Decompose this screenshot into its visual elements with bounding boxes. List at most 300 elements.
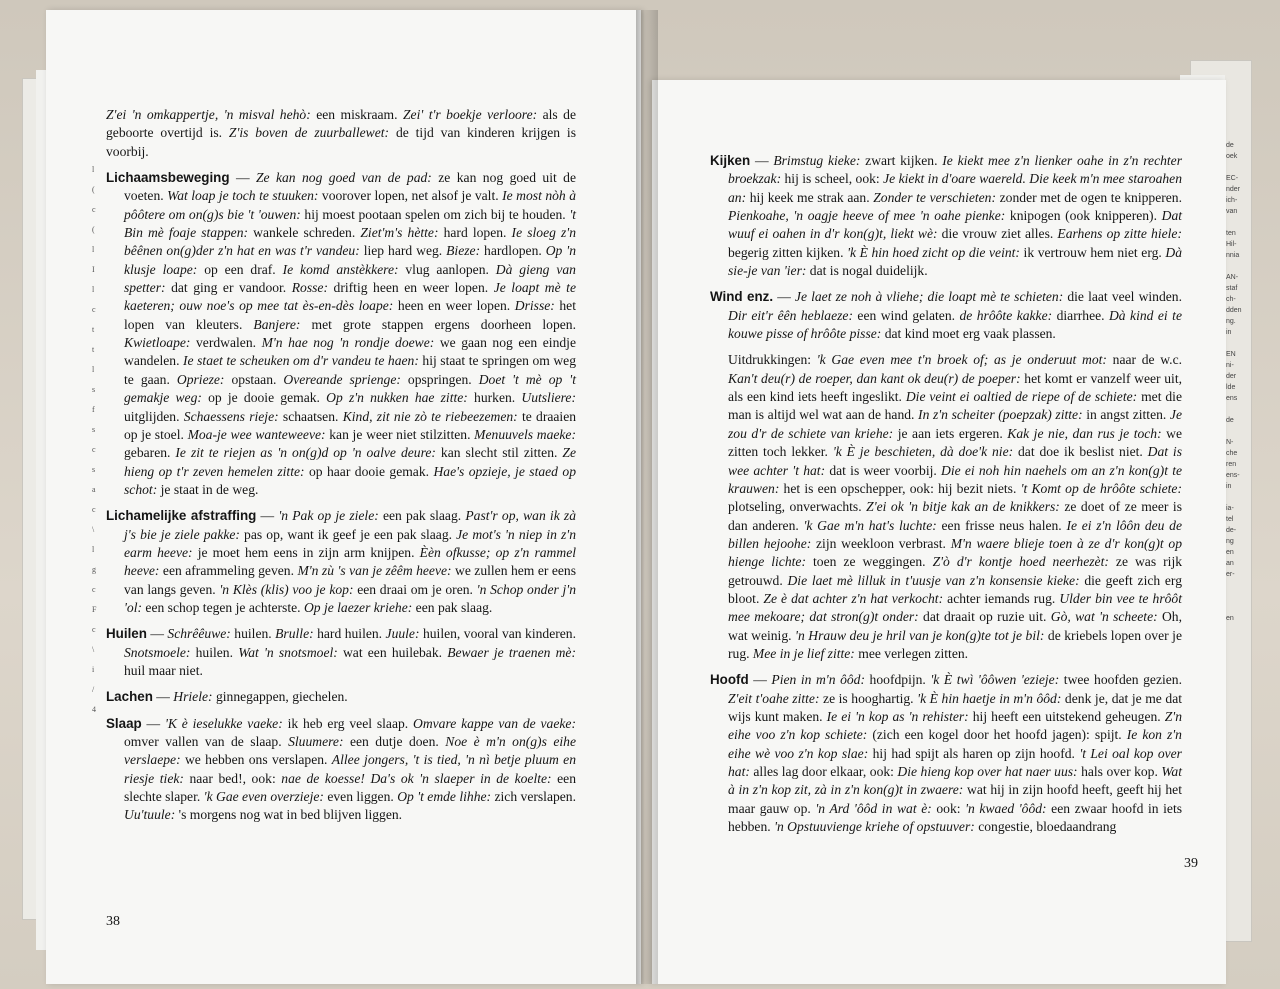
- translation-text: opspringen.: [400, 371, 479, 387]
- entry-paragraph: [106, 106, 576, 161]
- translation-text: zijn weekloon verbrast.: [811, 535, 951, 551]
- dictionary-entry: [710, 671, 1182, 836]
- dialect-phrase: Ie ei 'n kop as 'n rehister:: [826, 708, 969, 724]
- dialect-phrase: Bieze:: [446, 243, 481, 259]
- translation-text: zich verslapen.: [491, 789, 577, 805]
- translation-text: een pak slaag.: [378, 508, 466, 524]
- translation-text: huil maar niet.: [124, 662, 203, 678]
- translation-text: —: [152, 689, 174, 705]
- right-page-text: [710, 152, 1182, 844]
- translation-text: hoofdpijn.: [865, 672, 931, 688]
- translation-text: Oh, wat weinig.: [728, 609, 1182, 643]
- entry-paragraph: [106, 507, 576, 617]
- dialect-phrase: Ie kon z'n eihe wè voo z'n kop slae:: [728, 727, 1182, 761]
- dialect-phrase: Allee jongers, 't is tied, 'n nì betje pluum en riesje tiek:: [124, 752, 576, 786]
- translation-text: mee verlegen zitten.: [854, 645, 969, 661]
- dialect-phrase: Hae's opzieje, je staed op schot:: [124, 463, 576, 497]
- dialect-phrase: nae de koesse! Da's ok 'n slaeper in de koelte:: [281, 770, 552, 786]
- dialect-phrase: Zonder te verschieten:: [873, 189, 997, 205]
- dialect-phrase: Ulder bin vee te hrôôt mee mekoare; dat stron(g)t onder:: [728, 590, 1182, 625]
- edge-fragment: s: [92, 465, 96, 474]
- edge-fragment: (: [92, 225, 95, 234]
- translation-text: ze kan nog goed uit de voeten.: [124, 170, 576, 204]
- edge-fragment: van: [1226, 208, 1238, 215]
- edge-fragment: [1226, 338, 1246, 349]
- dialect-phrase: Ze è dat achter z'n hat verkocht:: [763, 590, 944, 606]
- dictionary-entry: [106, 507, 576, 617]
- entry-paragraph: [710, 671, 1182, 836]
- translation-text: —: [256, 508, 279, 524]
- dialect-phrase: 'k Gae even overzieje:: [203, 789, 324, 805]
- dialect-phrase: Wat 'n snotsmoel:: [238, 644, 338, 660]
- dialect-phrase: Op 'n klusje loape:: [124, 243, 576, 277]
- translation-text: we zullen hem er eens van langs geven.: [124, 563, 576, 597]
- translation-text: dat kind moet erg vaak plassen.: [881, 326, 1056, 342]
- translation-text: zonder met de ogen te knipperen.: [996, 189, 1182, 205]
- edge-fragment: N-: [1226, 439, 1234, 446]
- translation-text: huilen.: [190, 644, 239, 660]
- translation-text: ze was rijk getrouwd.: [728, 554, 1183, 588]
- translation-text: die laat veel winden.: [1063, 289, 1182, 305]
- translation-text: een miskraam.: [310, 107, 403, 122]
- translation-text: te draaien op je stoel.: [124, 408, 577, 442]
- translation-text: dat doe ik beslist niet.: [1013, 444, 1148, 460]
- edge-fragment: \: [92, 645, 95, 654]
- edge-fragment: [1226, 426, 1246, 437]
- dictionary-entry: [106, 715, 576, 825]
- edge-fragment: oek: [1226, 153, 1238, 160]
- translation-text: toen ze weggingen.: [805, 554, 933, 570]
- translation-text: —: [229, 170, 256, 186]
- dialect-phrase: 'n Klès (klis) voo je kop:: [219, 581, 354, 597]
- dictionary-entry: [106, 169, 576, 499]
- dialect-phrase: Schrêêuwe:: [167, 626, 231, 642]
- translation-text: hard huilen.: [313, 626, 386, 642]
- translation-text: schaatsen.: [278, 408, 343, 424]
- translation-text: met die man is altijd wel wat aan de hand.: [728, 389, 1182, 423]
- translation-text: dat ging er vandoor.: [165, 280, 292, 296]
- translation-text: een aframmeling geven.: [159, 563, 298, 579]
- dialect-phrase: Ie sloeg z'n bêênen on(g)der z'n hat en was t'r vandeu:: [124, 225, 577, 259]
- edge-fragment: ia-: [1226, 505, 1234, 512]
- dialect-phrase: Wat à in z'n kop zit, zà in z'n kon(g)t in zwaere:: [728, 764, 1182, 798]
- dialect-phrase: Kan't deu(r) de roeper, dan kant ok deu(r) de poeper:: [728, 370, 1021, 386]
- edge-fragment: EN: [1226, 351, 1236, 358]
- edge-fragment: \: [92, 525, 95, 534]
- dialect-phrase: Op z'n nukken hae zitte:: [326, 390, 468, 406]
- translation-text: (zich een kogel door het hoofd jagen): spijt.: [867, 727, 1127, 743]
- dialect-phrase: Op je laezer kriehe:: [303, 599, 413, 615]
- dialect-phrase: Ie most nòh à pôôtere om on(g)s bie 't 'ouwen:: [124, 188, 577, 222]
- edge-fragment: c: [92, 625, 96, 634]
- entry-paragraph: [710, 288, 1182, 343]
- edge-fragment: i: [92, 665, 95, 674]
- previous-page-edge-text: [92, 160, 106, 720]
- edge-fragment: s: [92, 425, 96, 434]
- edge-fragment: lde: [1226, 384, 1236, 391]
- dialect-phrase: 'k È je beschieten, dà doe'k nie:: [832, 444, 1014, 460]
- edge-fragment: EC-: [1226, 175, 1239, 182]
- entry-headword: Huilen: [106, 626, 147, 642]
- dictionary-entry: [710, 351, 1182, 663]
- translation-text: dat is weer voorbij.: [825, 462, 941, 478]
- translation-text: het is een opschepper, ook: hij bezit niets.: [779, 480, 1021, 496]
- dialect-phrase: Hriele:: [173, 689, 213, 705]
- edge-fragment: der: [1226, 373, 1237, 380]
- dictionary-entry: [710, 288, 1182, 343]
- translation-text: een frisse neus halen.: [936, 517, 1067, 533]
- dialect-phrase: de hrôôte kakke:: [959, 307, 1053, 323]
- entry-paragraph: [106, 625, 576, 680]
- translation-text: uitglijden.: [124, 408, 184, 424]
- translation-text: het lopen van kleuters.: [124, 298, 576, 332]
- edge-fragment: 4: [92, 705, 96, 714]
- translation-text: even liggen.: [323, 789, 398, 805]
- dictionary-entry: [106, 688, 576, 706]
- edge-fragment: t: [92, 325, 95, 334]
- entry-paragraph: [106, 169, 576, 499]
- translation-text: heen en weer lopen.: [393, 298, 515, 314]
- next-page-edge-text: [1226, 140, 1246, 624]
- translation-text: congestie, bloedaandrang: [974, 819, 1117, 835]
- dialect-phrase: 'n Schop onder j'n 'ol:: [124, 581, 576, 615]
- translation-text: wankele schreden.: [248, 225, 361, 241]
- translation-text: hij is scheel, ook:: [781, 171, 884, 187]
- translation-text: het komt er vanzelf weer uit, als een kind iets heeft ingeslikt.: [728, 370, 1182, 405]
- translation-text: alles lag door elkaar, ook:: [749, 764, 898, 779]
- dialect-phrase: Snotsmoele:: [124, 644, 191, 660]
- dialect-phrase: 't Lei oal kop over hat:: [728, 745, 1182, 779]
- dialect-phrase: M'n hae nog 'n rondje doewe:: [261, 335, 435, 351]
- translation-text: —: [748, 672, 772, 688]
- translation-text: hij moest pootaan spelen om zich bij te houden.: [300, 206, 570, 222]
- dialect-phrase: Z'eit t'oahe zitte:: [728, 690, 820, 706]
- edge-fragment: ich-: [1226, 197, 1238, 204]
- translation-text: op je dooie gemak.: [201, 390, 327, 406]
- book-gutter: [636, 10, 658, 984]
- dialect-phrase: Schaessens rieje:: [183, 408, 279, 424]
- dialect-phrase: 'n Pak op je ziele:: [278, 508, 379, 524]
- translation-text: ze is hooghartig.: [819, 690, 918, 706]
- dialect-phrase: Bewaer je traenen mè:: [447, 644, 576, 660]
- translation-text: dat is nogal duidelijk.: [806, 263, 928, 279]
- page-number-left: 38: [106, 914, 120, 929]
- dialect-phrase: Ze kan nog goed van de pad:: [255, 170, 432, 186]
- dialect-phrase: Doet 't mè op 't gemakje weg:: [124, 371, 576, 406]
- dialect-phrase: 'k Gae even mee t'n broek of; as je onderuut mot:: [816, 352, 1107, 368]
- translation-text: naar bed!, ook:: [183, 770, 282, 786]
- dialect-phrase: Ie zit te riejen as 'n on(g)d op 'n oalve deure:: [175, 445, 436, 461]
- translation-text: hij had spijt als haren op zijn hoofd.: [868, 745, 1080, 761]
- translation-text: kan slecht stil zitten.: [435, 445, 563, 461]
- translation-text: driftig heen en weer lopen.: [328, 280, 494, 296]
- translation-text: begerig zitten kijken.: [728, 244, 848, 260]
- dialect-phrase: Je kiekt in d'oare waereld. Die keek m'n mee staroahen an:: [728, 171, 1182, 205]
- translation-text: een dutje doen.: [343, 734, 446, 749]
- dialect-phrase: Dat wuuf ei oahen in d'r kon(g)t, liekt wè:: [728, 208, 1183, 242]
- translation-text: als de geboorte overtijd is.: [106, 107, 576, 141]
- dialect-phrase: Ie komd anstèkkere:: [282, 261, 399, 277]
- entry-headword: Hoofd: [710, 672, 749, 688]
- dialect-phrase: 'n Hrauw deu je hril van je kon(g)te tot je bil:: [795, 627, 1045, 643]
- dialect-phrase: Je zou d'r de schiete van kriehe:: [728, 407, 1182, 441]
- edge-fragment: [1226, 591, 1246, 602]
- dialect-phrase: Ziet'm's hètte:: [360, 225, 439, 241]
- edge-fragment: l: [92, 165, 95, 174]
- dialect-phrase: M'n zù 's van je zêêm heeve:: [297, 563, 452, 579]
- dialect-phrase: Dà kind ei te kouwe pisse of hrôôte pisse:: [728, 307, 1182, 342]
- translation-text: in angst zitten.: [1082, 407, 1170, 423]
- dialect-phrase: Z'ei ok 'n bitje kak an de knikkers:: [866, 499, 1060, 515]
- dialect-phrase: Pienkoahe, 'n oagje heeve of mee 'n oahe pienke:: [728, 208, 1006, 224]
- edge-fragment: l: [92, 545, 95, 554]
- dialect-phrase: 'k È hin hoed zicht op die veint:: [847, 244, 1020, 260]
- dialect-phrase: Die ei noh hin naehels om an z'n kon(g)t te krauwen:: [728, 462, 1183, 496]
- translation-text: plotseling, onverwachts.: [728, 499, 867, 515]
- edge-fragment: [1226, 162, 1246, 173]
- translation-text: op een draf.: [197, 261, 283, 277]
- translation-text: wat een huilebak.: [337, 644, 448, 660]
- edge-fragment: ch-: [1226, 296, 1236, 303]
- translation-text: we zitten toch lekker.: [728, 425, 1182, 460]
- dialect-phrase: Menuuvels maeke:: [474, 426, 576, 442]
- edge-fragment: a: [92, 485, 96, 494]
- edge-fragment: [1226, 602, 1246, 613]
- dialect-phrase: 'k È twì 'ôôwen 'ezieje:: [930, 672, 1060, 688]
- translation-text: 's morgens nog wat in bed blijven liggen.: [175, 807, 403, 823]
- translation-text: op haar dooie gemak.: [304, 463, 434, 479]
- entry-paragraph: [106, 688, 576, 706]
- dialect-phrase: Juule:: [385, 626, 420, 642]
- dialect-phrase: Sluumere:: [288, 734, 344, 749]
- translation-text: kan je weer niet stilzitten.: [325, 426, 475, 442]
- translation-text: de kriebels lopen over je rug.: [728, 627, 1182, 661]
- edge-fragment: [1226, 404, 1246, 415]
- edge-fragment: AN-: [1226, 274, 1239, 281]
- translation-text: met grote stappen ergens doorheen lopen.: [300, 316, 576, 332]
- translation-text: liep hard weg.: [359, 243, 447, 259]
- dialect-phrase: Mee in je lief zitte:: [752, 645, 855, 661]
- translation-text: een wind gelaten.: [852, 307, 960, 323]
- translation-text: een draai om je oren.: [353, 581, 477, 597]
- dialect-phrase: Die veint ei oaltied de riepe of de schiete:: [905, 389, 1138, 405]
- dialect-phrase: Dat is wee achter 't hat:: [728, 444, 1182, 478]
- dialect-phrase: Ie staet te scheuken om d'r vandeu te haen:: [183, 353, 419, 369]
- translation-text: die vrouw ziet alles.: [937, 226, 1058, 242]
- left-page-text: [106, 106, 576, 833]
- translation-text: achter iemands rug.: [943, 590, 1060, 606]
- translation-text: opstaan.: [224, 371, 284, 387]
- edge-fragment: c: [92, 205, 96, 214]
- edge-fragment: ten: [1226, 230, 1236, 237]
- dialect-phrase: Omvare kappe van de vaeke:: [413, 715, 576, 731]
- edge-fragment: F: [92, 605, 97, 614]
- translation-text: hardlopen.: [480, 243, 546, 259]
- edge-fragment: en: [1226, 615, 1234, 622]
- dialect-phrase: Ie kiekt mee z'n lienker oahe in z'n rechter broekzak:: [728, 153, 1183, 187]
- edge-fragment: g: [92, 565, 96, 574]
- translation-text: —: [141, 715, 165, 731]
- translation-text: —: [773, 289, 795, 305]
- translation-text: je moet hem eens in zijn arm knijpen.: [192, 544, 420, 560]
- dialect-phrase: In z'n scheiter (poepzak) zitte:: [918, 407, 1083, 423]
- dialect-phrase: Rosse:: [291, 280, 328, 296]
- translation-text: die geeft zich erg bloot.: [728, 572, 1183, 606]
- page-number-right: 39: [1184, 856, 1198, 871]
- translation-text: een schop tegen je achterste.: [142, 599, 304, 615]
- dialect-phrase: Moa-je wee wanteweeve:: [187, 426, 326, 442]
- edge-fragment: dden: [1226, 307, 1242, 314]
- translation-text: je staat in de weg.: [157, 481, 259, 497]
- dialect-phrase: Z'is boven de zuurballewet:: [228, 125, 390, 141]
- edge-fragment: de: [1226, 417, 1234, 424]
- translation-text: —: [146, 626, 168, 642]
- translation-text: ginnegappen, giechelen.: [212, 689, 348, 705]
- dialect-phrase: Uutsliere:: [521, 390, 576, 406]
- dialect-phrase: Overeande spriengе:: [283, 371, 401, 387]
- edge-fragment: staf: [1226, 285, 1238, 292]
- edge-fragment: [1226, 492, 1246, 503]
- dictionary-entry: [106, 106, 576, 161]
- translation-text: twee hoofden gezien.: [1059, 672, 1182, 688]
- translation-text: knipogen (ook knipperen).: [1005, 208, 1162, 224]
- translation-text: je aan iets ergeren.: [893, 425, 1008, 441]
- edge-fragment: en: [1226, 549, 1234, 556]
- edge-fragment: f: [92, 405, 95, 414]
- entry-headword: Lachen: [106, 689, 153, 705]
- translation-text: we hebben ons verslapen.: [180, 752, 332, 768]
- translation-text: een pak slaag.: [412, 599, 493, 615]
- translation-text: diarrhee.: [1052, 307, 1109, 323]
- dialect-phrase: Ie ei z'n lôôn deu de billen hejoohe:: [728, 517, 1183, 551]
- edge-fragment: ren: [1226, 461, 1237, 468]
- edge-fragment: tel: [1226, 516, 1234, 523]
- dialect-phrase: Z'n eihe voo z'n kop schiete:: [728, 708, 1182, 743]
- dialect-phrase: Noe è m'n on(g)s eihe verslaepe:: [124, 734, 576, 768]
- edge-fragment: c: [92, 445, 96, 454]
- translation-text: hurken.: [467, 390, 522, 406]
- dialect-phrase: Gò, wat 'n scheete:: [1050, 609, 1158, 625]
- dialect-phrase: Je loapt mè te kaeteren; ouw noe's op mee tat ès-en-dès loape:: [124, 280, 576, 314]
- entry-headword: Slaap: [106, 715, 142, 731]
- translation-text: voorover lopen, net alsof je valt.: [318, 188, 503, 204]
- dialect-phrase: 'n kwaed 'ôôd:: [965, 800, 1047, 816]
- dialect-phrase: Ze hieng op t'r zeven hemelen zitte:: [124, 445, 576, 479]
- dialect-phrase: 't Bin mè foaje stappen:: [124, 206, 577, 241]
- dialect-phrase: Op 't emde lihhe:: [397, 789, 492, 805]
- translation-text: —: [750, 153, 774, 168]
- dialect-phrase: Dir eit'r êên heblaeze:: [728, 307, 853, 323]
- edge-fragment: an: [1226, 560, 1234, 567]
- edge-fragment: I: [92, 265, 95, 274]
- edge-fragment: l: [92, 245, 95, 254]
- edge-fragment: ens: [1226, 395, 1238, 402]
- dialect-phrase: Dà gieng van spetter:: [124, 261, 576, 296]
- dialect-phrase: M'n waere blieje toen à ze d'r kon(g)t op hienge lichte:: [728, 535, 1182, 570]
- dialect-phrase: Drisse:: [514, 298, 555, 314]
- edge-fragment: er-: [1226, 571, 1235, 578]
- edge-fragment: (: [92, 185, 95, 194]
- dialect-phrase: Pien in m'n ôôd:: [771, 672, 865, 688]
- entry-headword: Wind enz.: [710, 289, 774, 305]
- entry-headword: Lichaamsbeweging: [106, 170, 230, 186]
- edge-fragment: ni-: [1226, 362, 1234, 369]
- dialect-phrase: Die laet mè lilluk in t'uusje van z'n konsensie kieke:: [787, 572, 1080, 588]
- right-page: [652, 80, 1226, 984]
- edge-fragment: l: [92, 285, 95, 294]
- edge-fragment: s: [92, 385, 96, 394]
- translation-text: wat hij in zijn hoofd heeft, geeft hij het maar gauw op.: [728, 782, 1182, 816]
- edge-fragment: c: [92, 305, 96, 314]
- dialect-phrase: Brimstug kieke:: [773, 153, 861, 168]
- dialect-phrase: Oprieze:: [176, 371, 225, 387]
- edge-fragment: in: [1226, 329, 1232, 336]
- translation-text: ik heb erg veel slaap.: [282, 715, 413, 731]
- edge-fragment: [1226, 580, 1246, 591]
- dialect-phrase: Z'ò d'r kontje hoed neerhezèt:: [932, 554, 1109, 570]
- translation-text: een slechte slaper.: [124, 770, 577, 805]
- translation-text: hals over kop.: [1077, 764, 1162, 779]
- entry-headword: Kijken: [710, 153, 751, 168]
- dialect-phrase: Banjere:: [253, 316, 301, 332]
- dialect-phrase: Die hieng kop over hat naer uus:: [897, 764, 1078, 779]
- translation-text: ik vertrouw hem niet erg.: [1019, 244, 1166, 260]
- dialect-phrase: Je mot's 'n niep in z'n earm heeve:: [124, 526, 576, 560]
- translation-text: we gaan nog een eindje wandelen.: [124, 335, 576, 369]
- edge-fragment: c: [92, 505, 96, 514]
- translation-text: de tijd van kinderen krijgen is voorbij.: [106, 125, 576, 159]
- entry-headword: Lichamelijke afstraffing: [106, 508, 257, 524]
- entry-paragraph: [710, 351, 1182, 663]
- translation-text: huilen.: [230, 626, 276, 642]
- left-page: [46, 10, 641, 984]
- edge-fragment: ens-: [1226, 472, 1240, 479]
- dialect-phrase: Uu'tuule:: [124, 807, 176, 823]
- translation-text: hij staat te springen om weg te gaan.: [124, 353, 577, 387]
- translation-text: hard lopen.: [438, 225, 512, 241]
- translation-text: verdwalen.: [190, 335, 262, 351]
- dialect-phrase: Kak je nie, dan rus je toch:: [1007, 425, 1162, 441]
- translation-text: naar de w.c.: [1106, 352, 1183, 368]
- dictionary-entry: [106, 625, 576, 680]
- edge-fragment: /: [92, 685, 95, 694]
- translation-text: dat draait op ruzie uit.: [918, 609, 1051, 625]
- translation-text: omver vallen van de slaap.: [124, 734, 289, 749]
- translation-text: ze doet of ze meer is dan anderen.: [728, 499, 1182, 533]
- translation-text: Uitdrukkingen:: [728, 352, 817, 368]
- dialect-phrase: Zei' t'r boekje verloore:: [402, 107, 538, 122]
- translation-text: vlug aanlopen.: [398, 261, 496, 277]
- dialect-phrase: Kwietloape:: [124, 335, 191, 351]
- edge-fragment: che: [1226, 450, 1238, 457]
- dialect-phrase: Dà sie-je van 'ier:: [728, 244, 1182, 279]
- dialect-phrase: 'K è ieselukke vaeke:: [164, 715, 283, 731]
- edge-fragment: [1226, 261, 1246, 272]
- dialect-phrase: 'k Gae m'n hat's luchte:: [803, 517, 937, 533]
- edge-fragment: in: [1226, 483, 1232, 490]
- edge-fragment: c: [92, 585, 96, 594]
- dialect-phrase: Past'r op, wan ik zà j's bie je ziele pakke:: [124, 508, 577, 542]
- translation-text: zwart kijken.: [860, 153, 943, 168]
- edge-fragment: nder: [1226, 186, 1241, 193]
- translation-text: hij heeft een uitstekend geheugen.: [968, 708, 1165, 724]
- edge-fragment: Hil-: [1226, 241, 1237, 248]
- translation-text: pas op, want ik geef je een pak slaag.: [239, 526, 457, 542]
- dictionary-entry: [710, 152, 1182, 280]
- edge-fragment: ng.: [1226, 318, 1236, 325]
- dialect-phrase: 'n Ard 'ôôd in wat è:: [815, 800, 932, 816]
- edge-fragment: ng: [1226, 538, 1234, 545]
